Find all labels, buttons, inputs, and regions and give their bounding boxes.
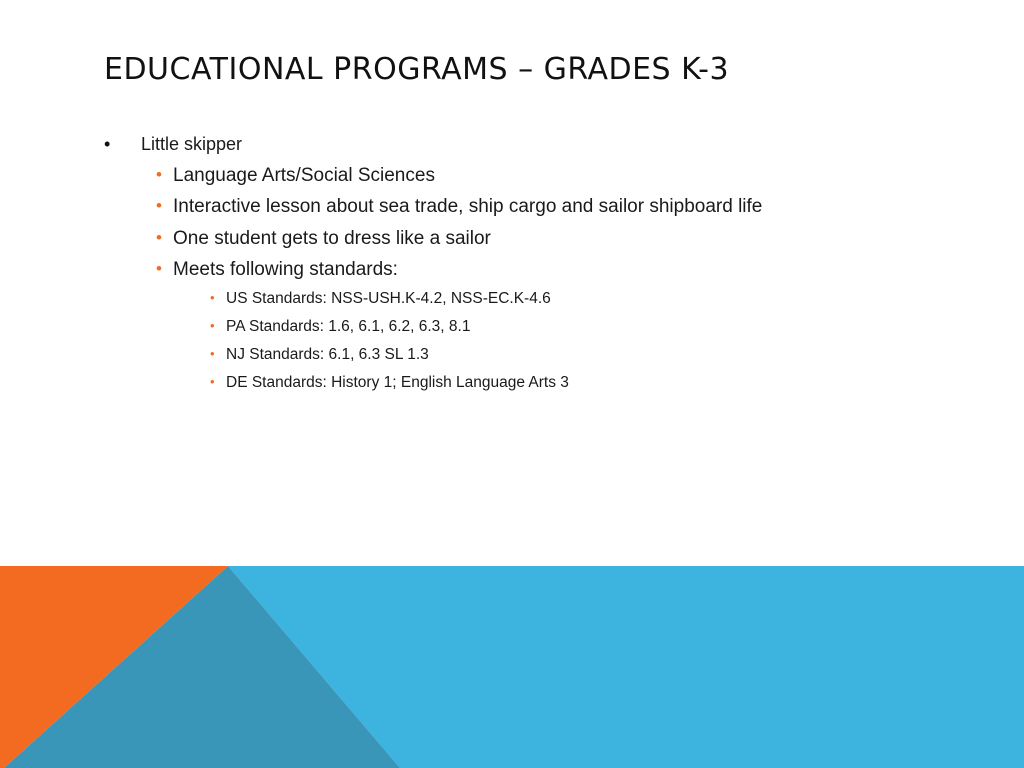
detail-text: Interactive lesson about sea trade, ship cargo and sailor shipboard life [173,196,763,217]
bullet-level2: • [156,259,162,278]
bullet-level3: • [210,374,215,389]
bullet-level2: • [156,228,162,247]
bullet-level3: • [210,318,215,333]
slide-title: EDUCATIONAL PROGRAMS – GRADES K-3 [104,52,730,87]
standard-text: NJ Standards: 6.1, 6.3 SL 1.3 [226,346,429,363]
bullet-level3: • [210,346,215,361]
bullet-level1: • [104,134,111,154]
standard-text: PA Standards: 1.6, 6.1, 6.2, 6.3, 8.1 [226,318,471,335]
program-name: Little skipper [141,134,243,154]
standard-text: DE Standards: History 1; English Language Arts 3 [226,374,569,391]
standard-text: US Standards: NSS-USH.K-4.2, NSS-EC.K-4.6 [226,290,551,307]
bullet-level3: • [210,290,215,305]
detail-text: Language Arts/Social Sciences [173,165,435,186]
bullet-level2: • [156,165,162,184]
bullet-level2: • [156,196,162,215]
detail-text: Meets following standards: [173,259,398,280]
detail-text: One student gets to dress like a sailor [173,228,491,249]
